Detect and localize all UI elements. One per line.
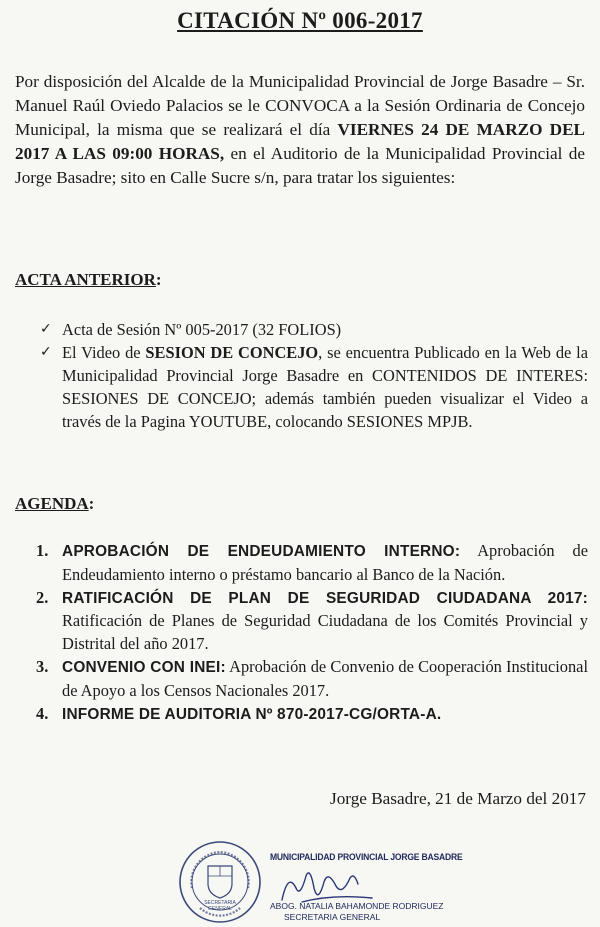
agenda-item: 3. CONVENIO CON INEI: Aprobación de Convenio de Cooperación Institucional de Apoyo a los Censos Nacionales 2017.: [36, 656, 588, 700]
acta-list: [40, 318, 588, 433]
agenda-heading: AGENDA:: [15, 494, 95, 513]
svg-text:GENERAL: GENERAL: [208, 906, 232, 912]
svg-text:SECRETARIA: SECRETARIA: [204, 900, 236, 906]
intro-text-1: Por disposición del Alcalde de la Municipalidad Provincial de Jorge Basadre – Sr. Manuel Raúl Oviedo Palacios se le CONVOCA a la Sesión Ordinaria de Concejo Municipal, la misma que se realizará el día: [15, 72, 585, 139]
list-item: ✓ Acta de Sesión Nº 005-2017 (32 FOLIOS): [40, 320, 342, 339]
stamp-entity: MUNICIPALIDAD PROVINCIAL JORGE BASADRE: [270, 852, 463, 862]
stamp-role: SECRETARIA GENERAL: [284, 912, 381, 922]
agenda-item: 1. APROBACIÓN DE ENDEUDAMIENTO INTERNO: Aprobación de Endeudamiento interno o préstamo bancario al Banco de la Nación.: [36, 541, 588, 584]
signature-stamp: [262, 852, 463, 922]
agenda-item: 4. INFORME DE AUDITORIA Nº 870-2017-CG/ORTA-A.: [36, 703, 442, 723]
acta-heading: ACTA ANTERIOR:: [15, 270, 162, 289]
document-title: CITACIÓN Nº 006-2017: [177, 8, 423, 33]
intro-text-2: en el Auditorio de la Municipalidad Provincial de Jorge Basadre; sito en Calle Sucre s/n, para tratar los siguientes:: [15, 144, 586, 187]
stamp-name: ABOG. NATALIA BAHAMONDE RODRIGUEZ: [270, 901, 444, 911]
agenda-item: 2. RATIFICACIÓN DE PLAN DE SEGURIDAD CIUDADANA 2017: Ratificación de Planes de Seguridad Ciudadana de los Comités Provincial y Distrital del año 2017.: [36, 587, 588, 654]
checkmark-icon: ✓: [40, 344, 52, 360]
agenda-list: [36, 540, 588, 726]
list-item: ✓ El Video de SESION DE CONCEJO, se encuentra Publicado en la Web de la Municipalidad Provincial Jorge Basadre en CONTENIDOS DE INTERES: SESIONES DE CONCEJO; además también pueden visualizar el Video a través de la Pagina YOUTUBE, colocando SESIONES MPJB.: [40, 343, 589, 431]
municipal-seal-icon: [178, 840, 262, 924]
place-date-signoff: Jorge Basadre, 21 de Marzo del 2017: [330, 789, 586, 808]
intro-date-time: VIERNES 24 DE MARZO DEL 2017 A LAS 09:00 HORAS,: [15, 120, 585, 163]
intro-paragraph: [15, 70, 585, 190]
checkmark-icon: ✓: [40, 321, 52, 337]
